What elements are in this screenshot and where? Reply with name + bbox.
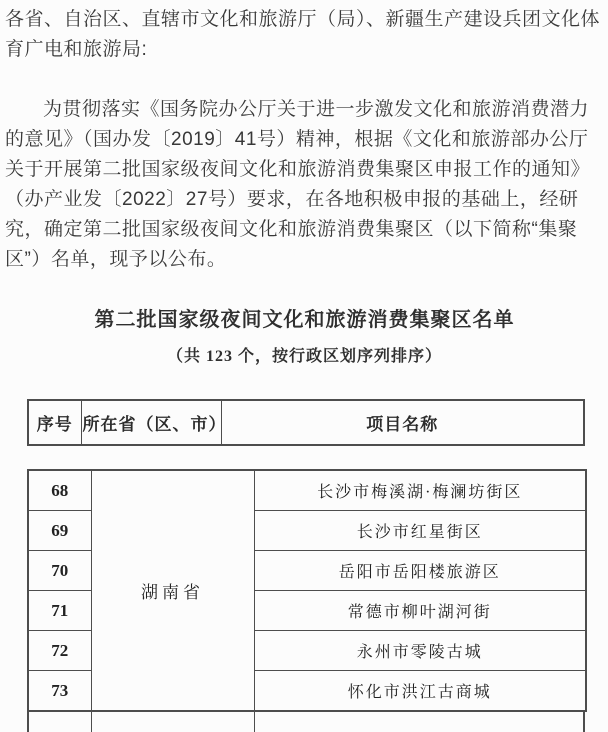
header-cell-no: 序号 [28, 400, 81, 445]
table-header-row [28, 400, 584, 445]
stub-col-province [92, 712, 255, 732]
project-name: 常德市柳叶湖河街 [254, 591, 586, 631]
header-cell-province: 所在省（区、市） [81, 400, 221, 445]
list-header-table [27, 399, 585, 446]
row-number: 73 [28, 671, 91, 712]
project-name: 岳阳市岳阳楼旅游区 [254, 551, 586, 591]
province-cell: 湖南省 [91, 470, 254, 711]
stub-col-no [29, 712, 92, 732]
project-name: 永州市零陵古城 [254, 631, 586, 671]
row-number: 69 [28, 511, 91, 551]
project-name: 怀化市洪江古商城 [254, 671, 586, 712]
list-title: 第二批国家级夜间文化和旅游消费集聚区名单 [94, 309, 515, 331]
row-number: 71 [28, 591, 91, 631]
body-paragraph: 为贯彻落实《国务院办公厅关于进一步激发文化和旅游消费潜力的意见》（国办发〔2019〕41号）精神，根据《文化和旅游部办公厅关于开展第二批国家级夜间文化和旅游消费集聚区申报工作的通知》（办产业发〔2022〕27号）要求，在各地积极申报的基础上，经研究，确定第二批国家级夜间文化和旅游消费集聚区（以下简称“集聚区”）名单，现予以公布。 [5, 99, 591, 270]
list-subtitle: （共 123 个，按行政区划序列排序） [166, 348, 442, 365]
next-table-partial-row [27, 712, 585, 732]
row-number: 72 [28, 631, 91, 671]
project-name: 长沙市红星街区 [254, 511, 586, 551]
row-number: 68 [28, 470, 91, 511]
table-row [28, 470, 586, 511]
row-number: 70 [28, 551, 91, 591]
stub-col-project [255, 712, 583, 732]
project-name: 长沙市梅溪湖·梅澜坊街区 [254, 470, 586, 511]
header-cell-project: 项目名称 [221, 400, 584, 445]
salutation-line: 各省、自治区、直辖市文化和旅游厅（局）、新疆生产建设兵团文化体育广电和旅游局: [5, 9, 601, 60]
list-data-table [27, 469, 587, 712]
